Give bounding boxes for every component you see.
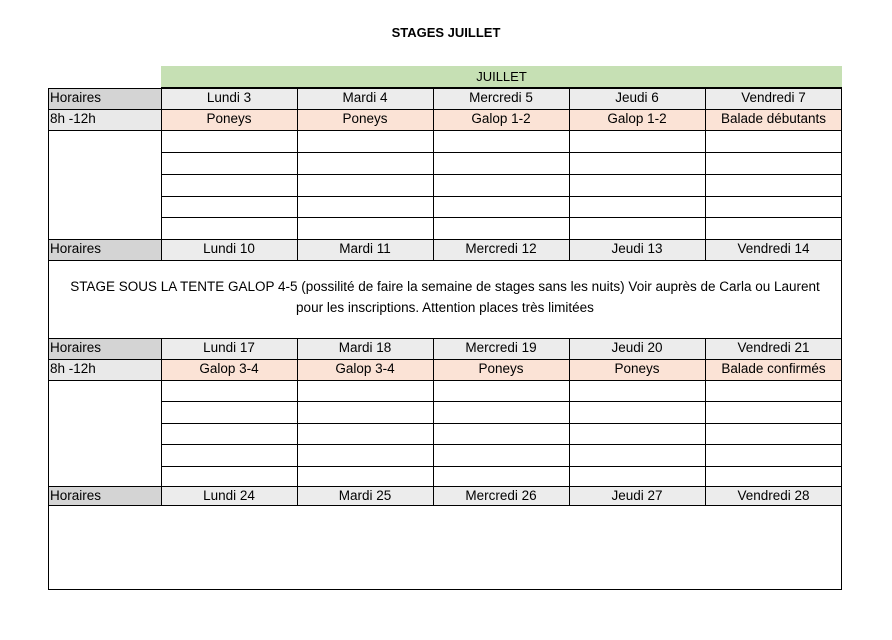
column-divider [297,239,298,260]
week2-day-5: Vendredi 14 [705,239,842,260]
column-divider [161,239,162,260]
week1-activity-3: Galop 1-2 [433,109,569,130]
week4-day-1: Lundi 24 [161,486,297,505]
column-divider [433,239,434,260]
week1-activity-1: Poneys [161,109,297,130]
week4-schedule-label: Horaires [48,486,161,505]
week2-camp-note: STAGE SOUS LA TENTE GALOP 4-5 (possilité de faire la semaine de stages sans les nuits) Voir auprès de Carla ou Laurent pour les inscriptions. Attention places très limitées [70,279,820,315]
week4-day-4: Jeudi 27 [569,486,705,505]
row-divider [48,239,842,240]
week1-day-1: Lundi 3 [161,88,297,109]
week3-activity-3: Poneys [433,359,569,380]
week1-activity-4: Galop 1-2 [569,109,705,130]
week2-day-3: Mercredi 12 [433,239,569,260]
week1-activity-2: Poneys [297,109,433,130]
row-divider [161,174,842,175]
week3-day-5: Vendredi 21 [705,338,842,359]
week3-schedule-label: Horaires [48,338,161,359]
row-divider [48,505,842,506]
row-divider [161,466,842,467]
column-divider [705,338,706,505]
row-divider [161,444,842,445]
row-divider [48,260,842,261]
row-divider [161,152,842,153]
row-divider [48,486,842,487]
column-divider [569,88,570,239]
column-divider [161,338,162,505]
row-divider [48,380,842,381]
week4-day-3: Mercredi 26 [433,486,569,505]
column-divider [705,88,706,239]
week4-day-5: Vendredi 28 [705,486,842,505]
column-divider [297,338,298,505]
week1-slot-label: 8h -12h [48,109,161,130]
column-divider [297,88,298,239]
row-divider [48,109,842,110]
week4-day-2: Mardi 25 [297,486,433,505]
column-divider [705,239,706,260]
week3-day-3: Mercredi 19 [433,338,569,359]
week3-activity-1: Galop 3-4 [161,359,297,380]
week1-day-5: Vendredi 7 [705,88,842,109]
table-border [48,88,842,590]
schedule-table [48,66,842,590]
week2-schedule-label: Horaires [48,239,161,260]
week2-day-4: Jeudi 13 [569,239,705,260]
month-header: JUILLET [161,66,842,88]
row-divider [161,423,842,424]
week3-day-1: Lundi 17 [161,338,297,359]
week1-activity-5: Balade débutants [705,109,842,130]
week3-activity-5: Balade confirmés [705,359,842,380]
row-divider [48,359,842,360]
column-divider [569,338,570,505]
week2-day-2: Mardi 11 [297,239,433,260]
column-divider [161,88,162,239]
page-title: STAGES JUILLET [391,25,501,40]
week1-day-2: Mardi 4 [297,88,433,109]
row-divider [161,217,842,218]
row-divider [48,130,842,131]
column-divider [569,239,570,260]
row-divider [161,401,842,402]
week3-day-2: Mardi 18 [297,338,433,359]
week2-day-1: Lundi 10 [161,239,297,260]
row-divider [48,338,842,339]
week1-schedule-label: Horaires [48,88,161,109]
week1-day-3: Mercredi 5 [433,88,569,109]
week3-slot-label: 8h -12h [48,359,161,380]
row-divider [161,196,842,197]
column-divider [433,338,434,505]
week3-day-4: Jeudi 20 [569,338,705,359]
week3-activity-4: Poneys [569,359,705,380]
week3-activity-2: Galop 3-4 [297,359,433,380]
column-divider [433,88,434,239]
week1-day-4: Jeudi 6 [569,88,705,109]
